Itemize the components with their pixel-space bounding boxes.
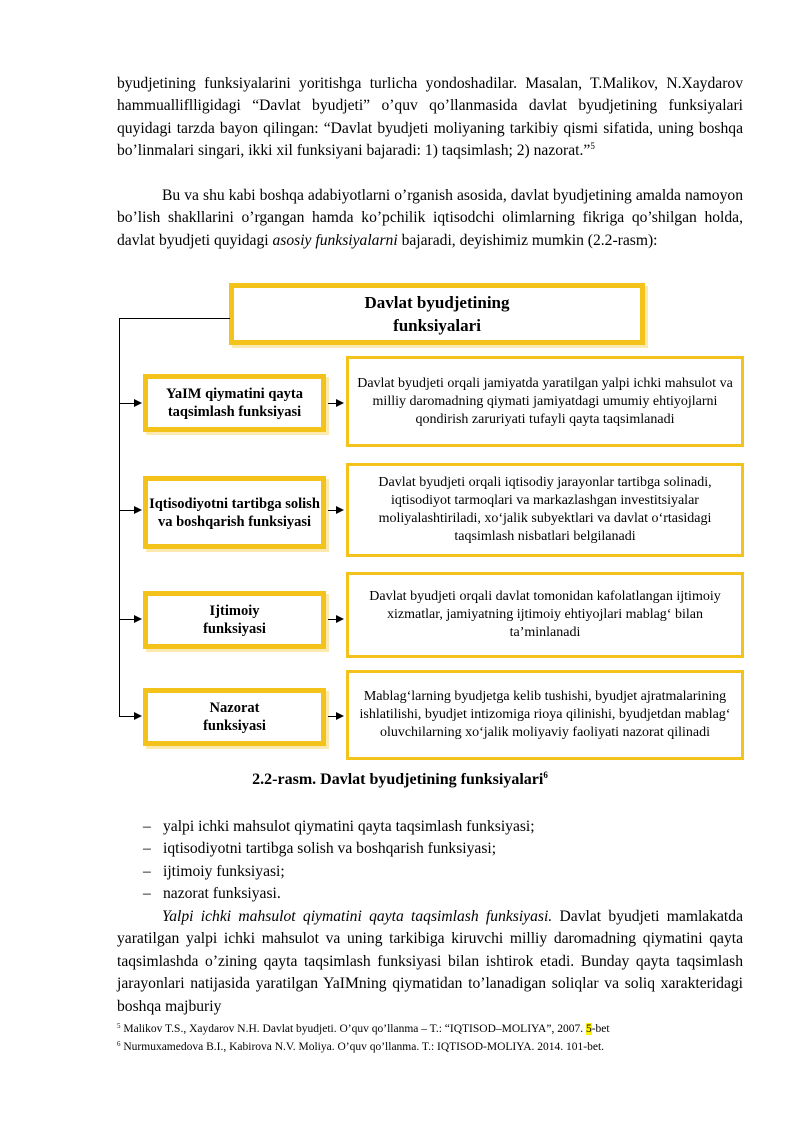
- paragraph-2-text-b: bajaradi, deyishimiz mumkin (2.2-rasm):: [397, 231, 658, 249]
- connector-branch-4: [119, 716, 135, 717]
- footnote-number: 5: [117, 1022, 121, 1030]
- paragraph-2: [117, 185, 743, 252]
- function-desc-box-1: [346, 356, 744, 447]
- function-desc-2: Davlat byudjeti orqali iqtisodiy jarayonlar tartibga solinadi, iqtisodiyot tarmoqlari va markazlashgan investitsiyalar moliyalashtiriladi, xo‘jalik subyektlari va davlat o‘rtasidagi taqsimlash nisbatlari belgilanadi: [378, 475, 712, 544]
- function-desc-box-2: [346, 463, 744, 557]
- paragraph-2-emphasis: asosiy funksiyalarni: [272, 231, 398, 249]
- list-dash: –: [143, 862, 151, 880]
- list-item-text: yalpi ichki mahsulot qiymatini qayta taqsimlash funksiyasi;: [163, 818, 535, 835]
- list-item-text: ijtimoiy funksiyasi;: [163, 862, 285, 880]
- arrow-right-icon: [336, 615, 344, 623]
- list-dash: –: [143, 818, 151, 835]
- function-name-3: Ijtimoiy funksiyasi: [203, 603, 266, 637]
- connector-top: [119, 318, 230, 319]
- arrow-right-icon: [134, 506, 142, 514]
- list-item: [143, 838, 535, 860]
- function-name-4: Nazorat funksiyasi: [203, 700, 266, 734]
- footnote-ref-5[interactable]: 5: [590, 141, 595, 152]
- paragraph-3: [117, 906, 743, 1018]
- function-desc-4: Mablag‘larning byudjetga kelib tushishi, byudjet ajratmalarining ishlatilishi, byudjet intizomiga rioya qilinishi, byudjetdan mablag‘ oluvchilarning xo‘jalik moliyaviy faoliyati nazorat qilinadi: [359, 689, 731, 740]
- function-desc-box-3: [346, 572, 744, 658]
- arrow-right-icon: [134, 399, 142, 407]
- list-item-text: iqtisodiyotni tartibga solish va boshqarish funksiyasi;: [163, 840, 497, 858]
- paragraph-1-text: byudjetining funksiyalarini yoritishga turlicha yondoshadilar. Masalan, T.Malikov, N.Xaydarov hammualliflligidagi “Davlat byudjeti” o’quv qo’llanmasida davlat byudjetining funksiyalari quyidagi tarzda bayon qilingan: “Davlat byudjeti moliyaning tarkibiy qismi sifatida, uning boshqa bo’linmalari singari, ikki xil funksiyani bajaradi: 1) taqsimlash; 2) nazorat.”: [117, 75, 743, 160]
- connector-vertical: [119, 318, 120, 716]
- list-item: [143, 816, 535, 838]
- figure-caption-text: 2.2-rasm. Davlat byudjetining funksiyalari: [252, 771, 544, 788]
- paragraph-3-emphasis: Yalpi ichki mahsulot qiymatini qayta taqsimlash funksiyasi.: [162, 908, 553, 925]
- footnote-page-highlight: 5: [585, 1023, 592, 1035]
- function-name-2: Iqtisodiyotni tartibga solish va boshqarish funksiyasi: [149, 495, 320, 530]
- footnote-text: Malikov T.S., Xaydarov N.H. Davlat byudjeti. O’quv qo’llanma – T.: “IQTISOD–MOLIYA”, 2007.: [123, 1023, 586, 1035]
- footnote-number: 6: [117, 1040, 121, 1048]
- arrow-right-icon: [336, 399, 344, 407]
- list-dash: –: [143, 885, 151, 903]
- function-desc-3: Davlat byudjeti orqali davlat tomonidan kafolatlangan ijtimoiy xizmatlar, jamiyatning ijtimoiy ehtiyojlari mablag‘ bilan ta’minlanadi: [369, 589, 721, 640]
- diagram-title-box: [229, 283, 645, 345]
- function-box-2: [143, 476, 326, 549]
- paragraph-3-text: Davlat byudjeti mamlakatda yaratilgan yalpi ichki mahsulot va uning tarkibiga kiruvchi milliy daromadning qiymatini qayta taqsimlashda o’zining qayta taqsimlash funksiyasi bilan ishtirok etadi. Bunday qayta taqsimlash jarayonlari natijasida yaratilgan YaIMning qiymatidan to’lanadigan soliqlar va soliq xarakteridagi boshqa majburiy: [117, 908, 743, 1015]
- footnote-5: [117, 1021, 757, 1038]
- footnote-tail: -bet: [591, 1023, 610, 1035]
- function-desc-box-4: [346, 670, 744, 760]
- paragraph-1: [117, 73, 743, 163]
- list-dash: –: [143, 840, 151, 858]
- function-box-3: [143, 591, 326, 649]
- figure-caption: [0, 769, 800, 791]
- function-box-1: [143, 374, 326, 432]
- function-name-1: YaIM qiymatini qayta taqsimlash funksiyasi: [166, 386, 303, 420]
- connector-branch-3: [119, 619, 135, 620]
- arrow-right-icon: [134, 615, 142, 623]
- function-desc-1: Davlat byudjeti orqali jamiyatda yaratilgan yalpi ichki mahsulot va milliy daromadning qiymati jamiyatdagi umumiy ehtiyojlarni qondirish zaruriyati tufayli qayta taqsimlanadi: [357, 375, 733, 427]
- connector-branch-2: [119, 510, 135, 511]
- arrow-right-icon: [336, 712, 344, 720]
- list-item: [143, 861, 535, 883]
- paragraph-2-text-a: Bu va shu kabi boshqa adabiyotlarni o’rganish asosida, davlat byudjetining amalda namoyon bo’lish shakllarini o’rgangan hamda ko’pchilik iqtisodchi olimlarning fikriga qo’shilgan holda, davlat byudjeti quyidagi: [117, 187, 743, 249]
- connector-branch-1: [119, 403, 135, 404]
- footnote-text: Nurmuxamedova B.I., Kabirova N.V. Moliya. O’quv qo’llanma. T.: IQTISOD-MOLIYA. 2014. 101-bet.: [123, 1041, 605, 1053]
- function-box-4: [143, 688, 326, 746]
- arrow-right-icon: [336, 506, 344, 514]
- diagram-title: Davlat byudjetining funksiyalari: [364, 293, 510, 335]
- footnote-6: [117, 1039, 757, 1056]
- arrow-right-icon: [134, 712, 142, 720]
- list-item-text: nazorat funksiyasi.: [163, 885, 281, 903]
- footnote-ref-6[interactable]: 6: [543, 770, 548, 780]
- list-item: [143, 883, 535, 905]
- functions-list: [143, 816, 535, 906]
